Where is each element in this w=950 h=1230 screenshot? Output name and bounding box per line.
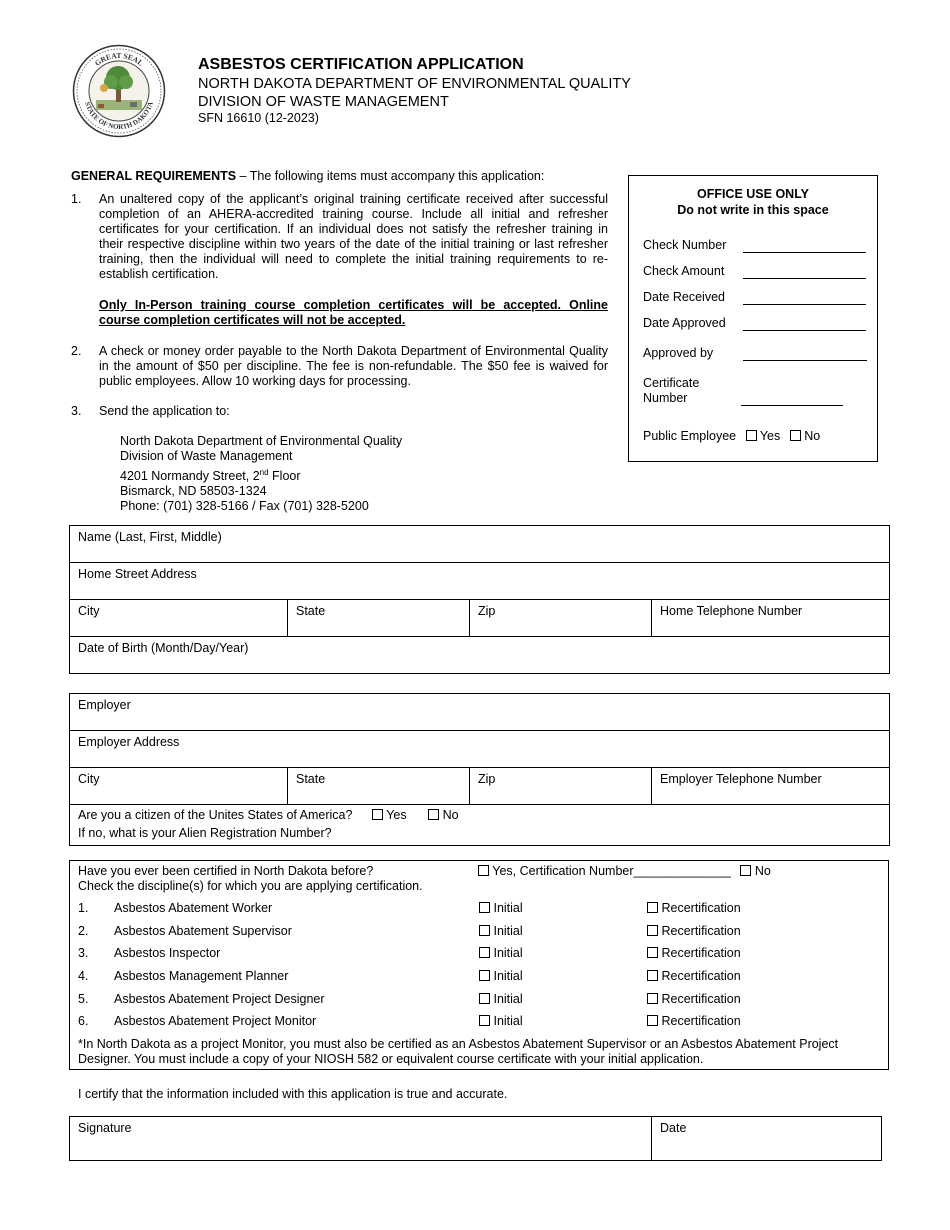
citizen-yes-label: Yes [386,808,407,822]
address-line: Bismarck, ND 58503-1324 [120,484,267,499]
requirement-item-2 [71,344,608,392]
employer-city-label: City [78,772,100,786]
prior-cert-yes-checkbox[interactable] [478,865,489,876]
employer-state-field[interactable] [288,768,470,805]
discipline-name: Asbestos Abatement Supervisor [114,924,292,938]
state-label: State [296,604,326,618]
home-address-label: Home Street Address [78,567,197,581]
citizen-no-label: No [442,808,459,822]
requirements-heading-bold: GENERAL REQUIREMENTS [71,169,237,183]
certificate-number-label: Number [643,391,688,405]
no-label: No [804,429,821,443]
discipline-number: 5. [78,992,89,1006]
address-floor: Floor [268,468,301,483]
name-field[interactable] [70,526,890,563]
initial-checkbox[interactable] [479,1015,490,1026]
requirement-text: A check or money order payable to the North Dakota Department of Environmental Quality in the amount of $50 per discipline. The fee is non-refundable. The $50 fee is waived for public employees. Allow 10 working days for processing. [99,344,608,388]
check-amount-label: Check Amount [643,264,725,278]
discipline-number: 6. [78,1014,89,1028]
employer-label: Employer [78,698,131,712]
initial-checkbox[interactable] [479,993,490,1004]
requirement-number: 1. [71,192,82,206]
discipline-row [70,924,888,944]
discipline-name: Asbestos Abatement Project Designer [114,992,325,1006]
citizen-question: Are you a citizen of the Unites States of America? [78,808,353,822]
office-use-box [628,175,878,462]
home-phone-label: Home Telephone Number [660,604,803,618]
discipline-name: Asbestos Abatement Worker [114,901,273,915]
monitor-note: *In North Dakota as a project Monitor, you must also be certified as an Asbestos Abatement Supervisor or an Asbestos Abatement Project Designer. You must include a copy of your NIOSH 582 or equivalent course certificate with your initial application. [78,1037,839,1066]
discipline-number: 4. [78,969,89,983]
city-label: City [78,604,100,618]
date-approved-field[interactable] [743,330,866,331]
discipline-number: 2. [78,924,89,938]
date-field[interactable] [652,1117,882,1161]
division-name: DIVISION OF WASTE MANAGEMENT [198,94,449,110]
form-number: SFN 16610 (12-2023) [198,111,319,125]
discipline-instructions: Check the discipline(s) for which you are applying certification. [78,879,423,893]
discipline-name: Asbestos Inspector [114,946,221,960]
employer-zip-label: Zip [478,772,496,786]
employer-city-field[interactable] [70,768,288,805]
discipline-name: Asbestos Management Planner [114,969,289,983]
address-line: Phone: (701) 328-5166 / Fax (701) 328-5200 [120,499,369,514]
signature-field[interactable] [70,1117,652,1161]
initial-checkbox[interactable] [479,970,490,981]
initial-checkbox[interactable] [479,947,490,958]
home-phone-field[interactable] [652,600,890,637]
discipline-row [70,992,888,1012]
approved-by-field[interactable] [743,360,867,361]
initial-label: Initial [493,992,523,1006]
prior-cert-no-label: No [754,864,771,878]
approved-by-label: Approved by [643,346,714,360]
initial-checkbox[interactable] [479,925,490,936]
recertification-label: Recertification [661,924,741,938]
certificate-number-field[interactable] [741,405,843,406]
employer-address-field[interactable] [70,731,890,768]
name-label: Name (Last, First, Middle) [78,530,222,544]
address-street: 4201 Normandy Street, 2 [120,468,260,483]
initial-label: Initial [493,901,523,915]
certificate-label: Certificate [643,376,700,390]
requirement-text: Send the application to: [99,404,230,418]
address-line: North Dakota Department of Environmental Quality [120,434,403,448]
certification-section [69,860,889,1070]
recertification-checkbox[interactable] [647,1015,658,1026]
prior-certification-question: Have you ever been certified in North Dakota before? [78,864,374,878]
state-field[interactable] [288,600,470,637]
signature-table [69,1116,882,1161]
public-employee-label: Public Employee [643,429,737,443]
requirement-text: An unaltered copy of the applicant’s original training certificate received after successful completion of an AHERA-accredited training course. Include all initial and refresher certificates for your certification. If an individual does not satisfy the refresher training in their respective discipline within two years of the date of the initial training or last refresher training, then the individual will need to complete the initial training requirements to re-establish certification. [99,192,608,281]
recertification-label: Recertification [661,901,741,915]
recertification-checkbox[interactable] [647,970,658,981]
requirements-heading-rest: – The following items must accompany this application: [236,169,545,183]
recertification-label: Recertification [661,992,741,1006]
initial-label: Initial [493,969,523,983]
svg-text:STATE OF NORTH DAKOTA: STATE OF NORTH DAKOTA [83,100,155,132]
discipline-row [70,946,888,966]
prior-cert-yes-label: Yes, Certification Number______________ [492,864,731,878]
address-line [120,465,402,484]
prior-cert-no-checkbox[interactable] [740,865,751,876]
discipline-number: 3. [78,946,89,960]
recertification-checkbox[interactable] [647,993,658,1004]
office-use-subtitle: Do not write in this space [677,203,829,217]
employer-field[interactable] [70,694,890,731]
zip-field[interactable] [470,600,652,637]
employer-address-label: Employer Address [78,735,180,749]
public-employee-row [643,429,820,443]
public-employee-yes-checkbox[interactable] [746,430,757,441]
form-title: ASBESTOS CERTIFICATION APPLICATION [198,56,524,73]
initial-label: Initial [493,924,523,938]
public-employee-no-checkbox[interactable] [790,430,801,441]
employer-info-table [69,693,890,846]
yes-label: Yes [759,429,781,443]
employer-zip-field[interactable] [470,768,652,805]
citizen-no-checkbox[interactable] [428,809,439,820]
prior-cert-yes-row [478,864,771,878]
initial-checkbox[interactable] [479,902,490,913]
address-floor-suffix: nd [259,467,269,477]
recertification-checkbox[interactable] [647,925,658,936]
citizen-yes-checkbox[interactable] [372,809,383,820]
initial-label: Initial [493,946,523,960]
requirement-item-1 [71,192,608,287]
requirement-number: 2. [71,344,82,358]
discipline-row [70,1014,888,1034]
citizenship-field [70,805,890,846]
requirement-item-1-note [71,298,608,330]
date-approved-label: Date Approved [643,316,726,330]
dob-field[interactable] [70,637,890,674]
check-number-label: Check Number [643,238,727,252]
zip-label: Zip [478,604,496,618]
date-label: Date [660,1121,687,1135]
discipline-number: 1. [78,901,89,915]
certification-statement: I certify that the information included with this application is true and accurate. [78,1087,508,1101]
city-field[interactable] [70,600,288,637]
discipline-row [70,969,888,989]
employer-phone-field[interactable] [652,768,890,805]
date-received-label: Date Received [643,290,725,304]
dob-label: Date of Birth (Month/Day/Year) [78,641,249,655]
requirement-note: Only In-Person training course completion certificates will be accepted. Online course completion certificates will not be accepted. [99,298,608,327]
employer-phone-label: Employer Telephone Number [660,772,822,786]
check-number-field[interactable] [743,252,866,253]
alien-registration-question: If no, what is your Alien Registration Number? [78,826,332,840]
state-seal-logo [72,44,166,138]
home-address-field[interactable] [70,563,890,600]
discipline-name: Asbestos Abatement Project Monitor [114,1014,317,1028]
requirement-item-3 [71,404,608,420]
employer-state-label: State [296,772,326,786]
citizenship-row [78,805,881,826]
signature-label: Signature [78,1121,132,1135]
discipline-row [70,901,888,921]
svg-text:GREAT SEAL: GREAT SEAL [93,50,146,68]
requirements-heading [71,169,544,183]
recertification-label: Recertification [661,1014,741,1028]
department-name: NORTH DAKOTA DEPARTMENT OF ENVIRONMENTAL QUALITY [198,76,631,92]
date-received-field[interactable] [743,304,866,305]
requirement-number: 3. [71,404,82,418]
office-use-title: OFFICE USE ONLY [696,187,810,201]
recertification-checkbox[interactable] [647,947,658,958]
address-line: Division of Waste Management [120,449,293,464]
mailing-address [120,434,402,515]
recertification-label: Recertification [661,946,741,960]
check-amount-field[interactable] [743,278,866,279]
recertification-label: Recertification [661,969,741,983]
initial-label: Initial [493,1014,523,1028]
recertification-checkbox[interactable] [647,902,658,913]
applicant-info-table [69,525,890,674]
